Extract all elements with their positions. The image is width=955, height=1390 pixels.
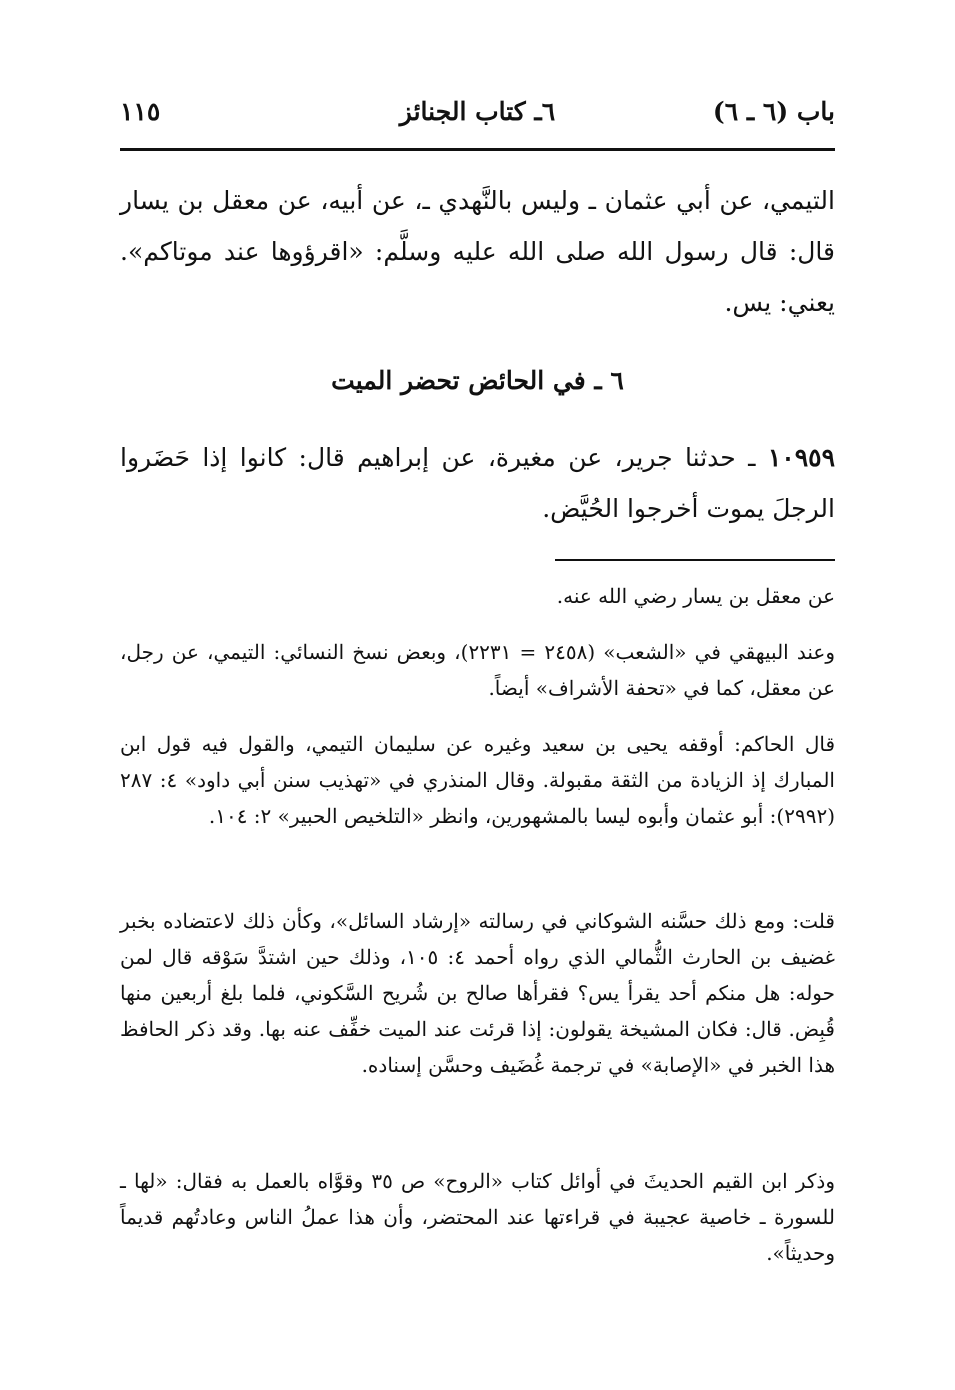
footnote-5: وذكر ابن القيم الحديثَ في أوائل كتاب «الروح» ص ٣٥ وقوَّاه بالعمل به فقال: «لها ـ للسورة ـ خاصية عجيبة في قراءتها عند المحتضر، وأن هذا عملُ الناس وعادتُهم قديماً وحديثاً». <box>120 1169 835 1265</box>
page-number: ١١٥ <box>120 97 161 126</box>
footnote-2: وعند البيهقي في «الشعب» (٢٤٥٨ = ٢٢٣١)، وبعض نسخ النسائي: التيمي، عن رجل، عن معقل، كما في «تحفة الأشراف» أيضاً. <box>120 640 835 700</box>
main-text-continuation: التيمي، عن أبي عثمان ـ وليس بالنَّهدي ـ، عن أبيه، عن معقل بن يسار قال: قال رسول الله صلى الله عليه وسلَّم: «اقرؤوها عند موتاكم». يعني: يس. <box>120 186 835 317</box>
page-header <box>120 97 835 137</box>
footnote-3: قال الحاكم: أوقفه يحيى بن سعيد وغيره عن سليمان التيمي، والقول فيه قول ابن المبارك إذ الزيادة من الثقة مقبولة. وقال المنذري في «تهذيب سنن أبي داود» ٤: ٢٨٧ (٢٩٩٢): أبو عثمان وأبوه ليسا بالمشهورين، وانظر «التلخيص الحبير» ٢: ١٠٤. <box>120 732 835 828</box>
header-rule <box>120 148 835 151</box>
section-heading: ٦ ـ في الحائض تحضر الميت <box>331 366 624 395</box>
footnote-4: قلت: ومع ذلك حسَّنه الشوكاني في رسالته «إرشاد السائل»، وكأن ذلك لاعتضاده بخبر غضيف بن الحارث الثُّمالي الذي رواه أحمد ٤: ١٠٥، وذلك حين اشتدَّ سَوْقه قال لمن حوله: هل منكم أحد يقرأ يس؟ فقرأها صالح بن شُريح السَّكوني، فلما بلغ أربعين منها قُبِض. قال: فكان المشيخة يقولون: إذا قرئت عند الميت خفِّف عنه بها. وقد ذكر الحافظ هذا الخبر في «الإصابة» في ترجمة غُضَيف وحسَّن إسناده. <box>120 909 835 1077</box>
hadith-text: ـ حدثنا جرير، عن مغيرة، عن إبراهيم قال: كانوا إذا حَضَروا الرجلَ يموت أخرجوا الحُيَّض. <box>120 443 835 523</box>
footnote-separator <box>555 559 835 561</box>
footnote-1: عن معقل بن يسار رضي الله عنه. <box>556 584 835 608</box>
chapter-reference: باب (٦ ـ ٦) <box>712 97 835 126</box>
hadith-number: ١٠٩٥٩ <box>767 443 836 472</box>
hadith-paragraph <box>120 432 835 534</box>
book-title: ٦ـ كتاب الجنائز <box>399 97 556 126</box>
